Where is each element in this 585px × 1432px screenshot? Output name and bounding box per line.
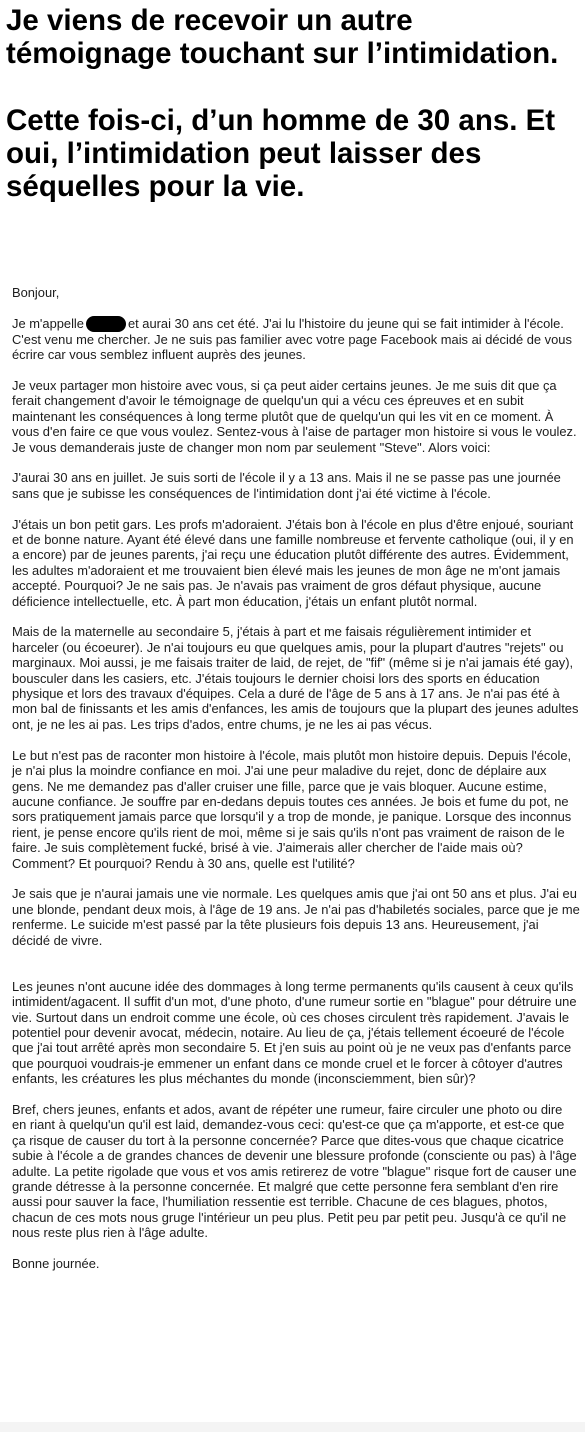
letter-paragraph-6: Le but n'est pas de raconter mon histoire à l'école, mais plutôt mon histoire depuis. Depuis l'école, je n'ai plus la moindre confiance en moi. J'ai une peur maladive du rejet, donc de déplaire aux gens. Ne me demandez pas d'aller cruiser une fille, parce que je vais bloquer. Aucune estime, aucune confiance. Je souffre par en-dedans depuis toutes ces années. Je bois et fume du pot, ne sors pratiquement jamais parce que lorsqu'il y a trop de monde, je panique. Lorsque des inconnus rient, je pense encore qu'ils rient de moi, même si je sais qu'ils n'ont pas vraiment de raison de le faire. Je suis complètement fucké, brisé à vie. J'aimerais aller chercher de l'aide mais où? Comment? Et pourquoi? Rendu à 30 ans, quelle est l'utilité? [12, 747, 572, 871]
letter-paragraph-5: Mais de la maternelle au secondaire 5, j'étais à part et me faisais régulièrement intimider et harceler (ou écoeurer). Je n'ai toujours eu que quelques amis, pour la plupart d'autres "rejets" ou marginaux. Moi aussi, je me faisais traiter de laid, de rejet, de "fif" (même si je n'ai jamais été gay), bousculer dans les casiers, etc. J'étais toujours le dernier choisi lors des sports en éducation physique et lors des travaux d'équipes. Cela a duré de l'âge de 5 ans à 17 ans. Je n'ai pas été à mon bal de finissants et les amis d'enfances, les amis de toujours que la plupart des jeunes adultes ont, je ne les ai pas. Les trips d'ados, entre chums, je ne les ai pas vécus. [12, 624, 579, 732]
letter-paragraph-9: Bref, chers jeunes, enfants et ados, avant de répéter une rumeur, faire circuler une photo ou dire en riant à quelqu'un qu'il est laid, demandez-vous ceci: qu'est-ce que ça m'apporte, et est-ce que ça risque de causer du tort à la personne concernée? Parce que dites-vous que chaque cicatrice subie à l'école a de grandes chances de devenir une blessure profonde (consciente ou pas) à l'âge adulte. La petite rigolade que vous et vos amis retirerez de votre "blague" risque fort de causer une grande détresse à la personne concernée. Et malgré que cette personne fera semblant d'en rire aussi pour sauver la face, l'humiliation ressentie est terrible. Chacune de ces blagues, photos, chacun de ces mots nous gruge l'intérieur un peu plus. Petit peu par petit peu. Jusqu'à ce qu'il ne nous reste plus rien à l'âge adulte. [12, 1101, 577, 1241]
letter-paragraph-7: Je sais que je n'aurai jamais une vie normale. Les quelques amis que j'ai ont 50 ans et plus. J'ai eu une blonde, pendant deux mois, à l'âge de 19 ans. Je n'ai pas d'habiletés sociales, parce que je me renferme. Le suicide m'est passé par la tête plusieurs fois depuis 13 ans. Heureusement, j'ai décidé de vivre. [12, 886, 580, 948]
intro-before-name: Je m'appelle [12, 315, 84, 331]
letter-paragraph-3: J'aurai 30 ans en juillet. Je suis sorti de l'école il y a 13 ans. Mais il ne se passe pas une journée sans que je subisse les conséquences de l'intimidation dont j'ai été victime à l'école. [12, 470, 561, 501]
letter-paragraph-8: Les jeunes n'ont aucune idée des dommages à long terme permanents qu'ils causent à ceux qu'ils intimident/agacent. Il suffit d'un mot, d'une photo, d'une rumeur sortie en "blague" pour détruire une vie. Surtout dans un endroit comme une école, où ces choses circulent très rapidement. J'avais le potentiel pour devenir avocat, médecin, notaire. Au lieu de ça, j'étais tellement écoeuré de l'école que j'ai tout arrêté après mon secondaire 5. Et j'en suis au point où je ne veux pas d'enfants parce que pourquoi voudrais-je emmener un enfant dans ce monde cruel et le forcer à côtoyer d'autres enfants, les créatures les plus méchantes du monde (inconsciemment, bien sûr)? [12, 978, 577, 1087]
letter-paragraph-4: J'étais un bon petit gars. Les profs m'adoraient. J'étais bon à l'école en plus d'être enjoué, souriant et de bonne nature. Ayant été élevé dans une famille nombreuse et fervente catholique (oui, il y en a encore) par de jeunes parents, j'ai reçu une éducation plutôt différente des autres. Évidemment, les adultes m'adoraient et me trouvaient bien élevé mais les jeunes de mon âge ne m'ont jamais accepté. Pourquoi? Je ne sais pas. Je n'avais pas vraiment de gros défaut physique, aucune déficience intellectuelle, etc. À part mon éducation, j'étais un enfant plutôt normal. [12, 516, 574, 609]
letter-paragraph-1 [12, 316, 580, 363]
bottom-edge-shade [0, 1422, 585, 1432]
letter-body [12, 285, 580, 1287]
letter-paragraph-2: Je veux partager mon histoire avec vous, si ça peut aider certains jeunes. Je me suis dit que ça ferait changement d'avoir le témoignage de quelqu'un qui a vécu ces épreuves et en subit maintenant les conséquences à long terme plutôt que de quelqu'un qui les vit en ce moment. À vous d'en faire ce que vous voulez. Sentez-vous à l'aise de partager mon histoire si vous le voulez. Je vous demanderais juste de changer mon nom par seulement "Steve". Alors voici: [12, 378, 577, 455]
intro-after-name: et aurai 30 ans cet été. J'ai lu l'histoire du jeune qui se fait intimider à l'école. C'est venu me chercher. Je ne suis pas familier avec votre page Facebook mais ai décidé de vous écrire car vous semblez influent auprès des jeunes. [12, 315, 572, 363]
letter-closing: Bonne journée. [12, 1256, 100, 1272]
headline-line-1: Je viens de recevoir un autre témoignage touchant sur l’intimidation. [6, 4, 559, 70]
letter-greeting: Bonjour, [12, 285, 60, 300]
redacted-name [86, 316, 126, 332]
headline-line-2: Cette fois-ci, d’un homme de 30 ans. Et oui, l’intimidation peut laisser des séquelles pour la vie. [6, 104, 556, 203]
headline [6, 4, 584, 203]
